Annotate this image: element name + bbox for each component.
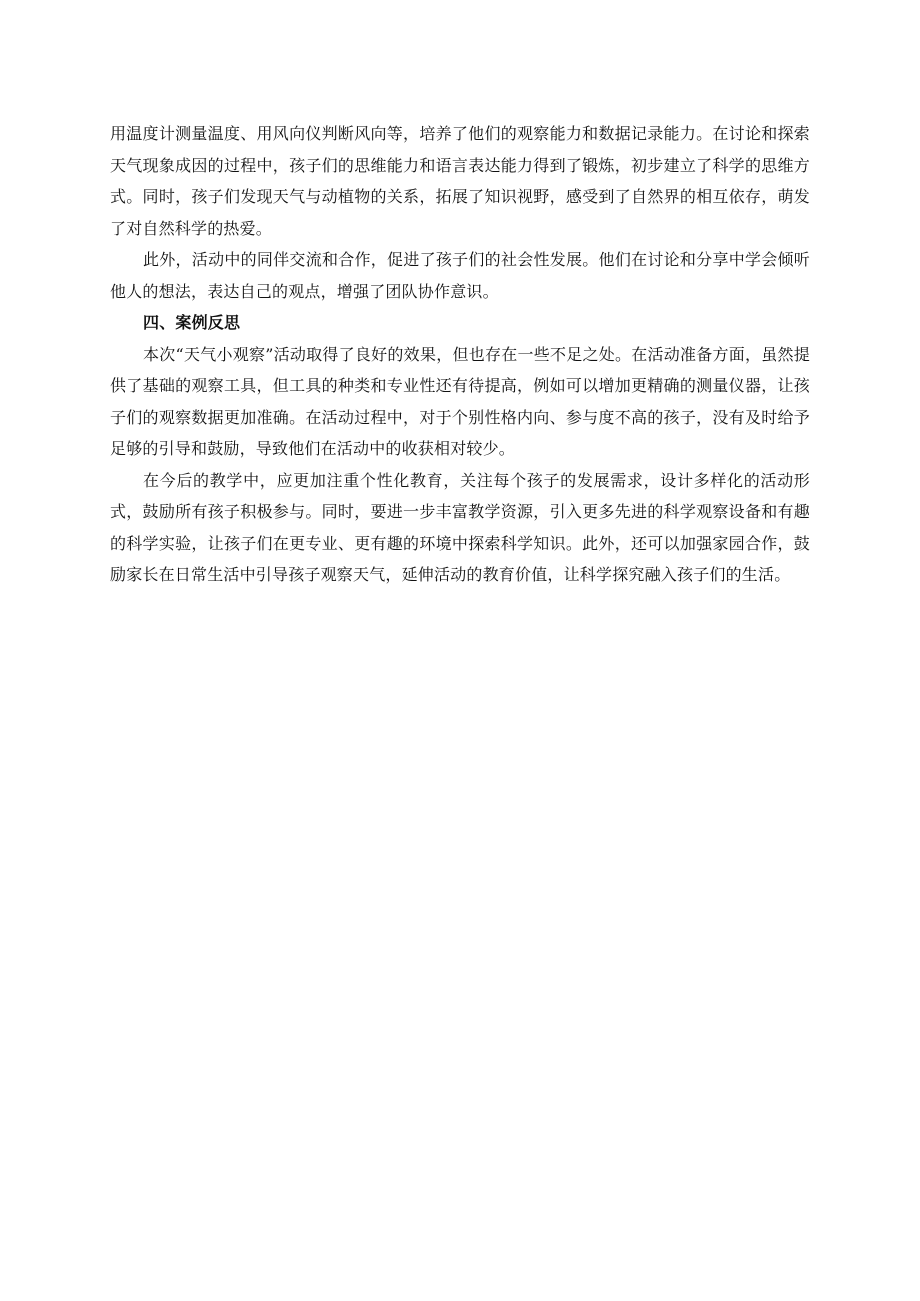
- section-heading-case-reflection: 四、案例反思: [143, 313, 241, 332]
- paragraph-shortcomings: 本次“天气小观察”活动取得了良好的效果，但也存在一些不足之处。在活动准备方面，虽然提供了基础的观察工具，但工具的种类和专业性还有待提高，例如可以增加更精确的测量仪器，让孩子们的观察数据更加准确。在活动过程中，对于个别性格内向、参与度不高的孩子，没有及时给予足够的引导和鼓励，导致他们在活动中的收获相对较少。: [110, 344, 810, 458]
- paragraph-social-development: 此外，活动中的同伴交流和合作，促进了孩子们的社会性发展。他们在讨论和分享中学会倾听他人的想法，表达自己的观点，增强了团队协作意识。: [110, 250, 810, 301]
- paragraph-observation-skills: 用温度计测量温度、用风向仪判断风向等，培养了他们的观察能力和数据记录能力。在讨论和探索天气现象成因的过程中，孩子们的思维能力和语言表达能力得到了锻炼，初步建立了科学的思维方式。同时，孩子们发现天气与动植物的关系，拓展了知识视野，感受到了自然界的相互依存，萌发了对自然科学的热爱。: [110, 124, 810, 238]
- document-body: [110, 118, 810, 591]
- paragraph-future-teaching: 在今后的教学中，应更加注重个性化教育，关注每个孩子的发展需求，设计多样化的活动形式，鼓励所有孩子积极参与。同时，要进一步丰富教学资源，引入更多先进的科学观察设备和有趣的科学实验，让孩子们在更专业、更有趣的环境中探索科学知识。此外，还可以加强家园合作，鼓励家长在日常生活中引导孩子观察天气，延伸活动的教育价值，让科学探究融入孩子们的生活。: [110, 470, 810, 584]
